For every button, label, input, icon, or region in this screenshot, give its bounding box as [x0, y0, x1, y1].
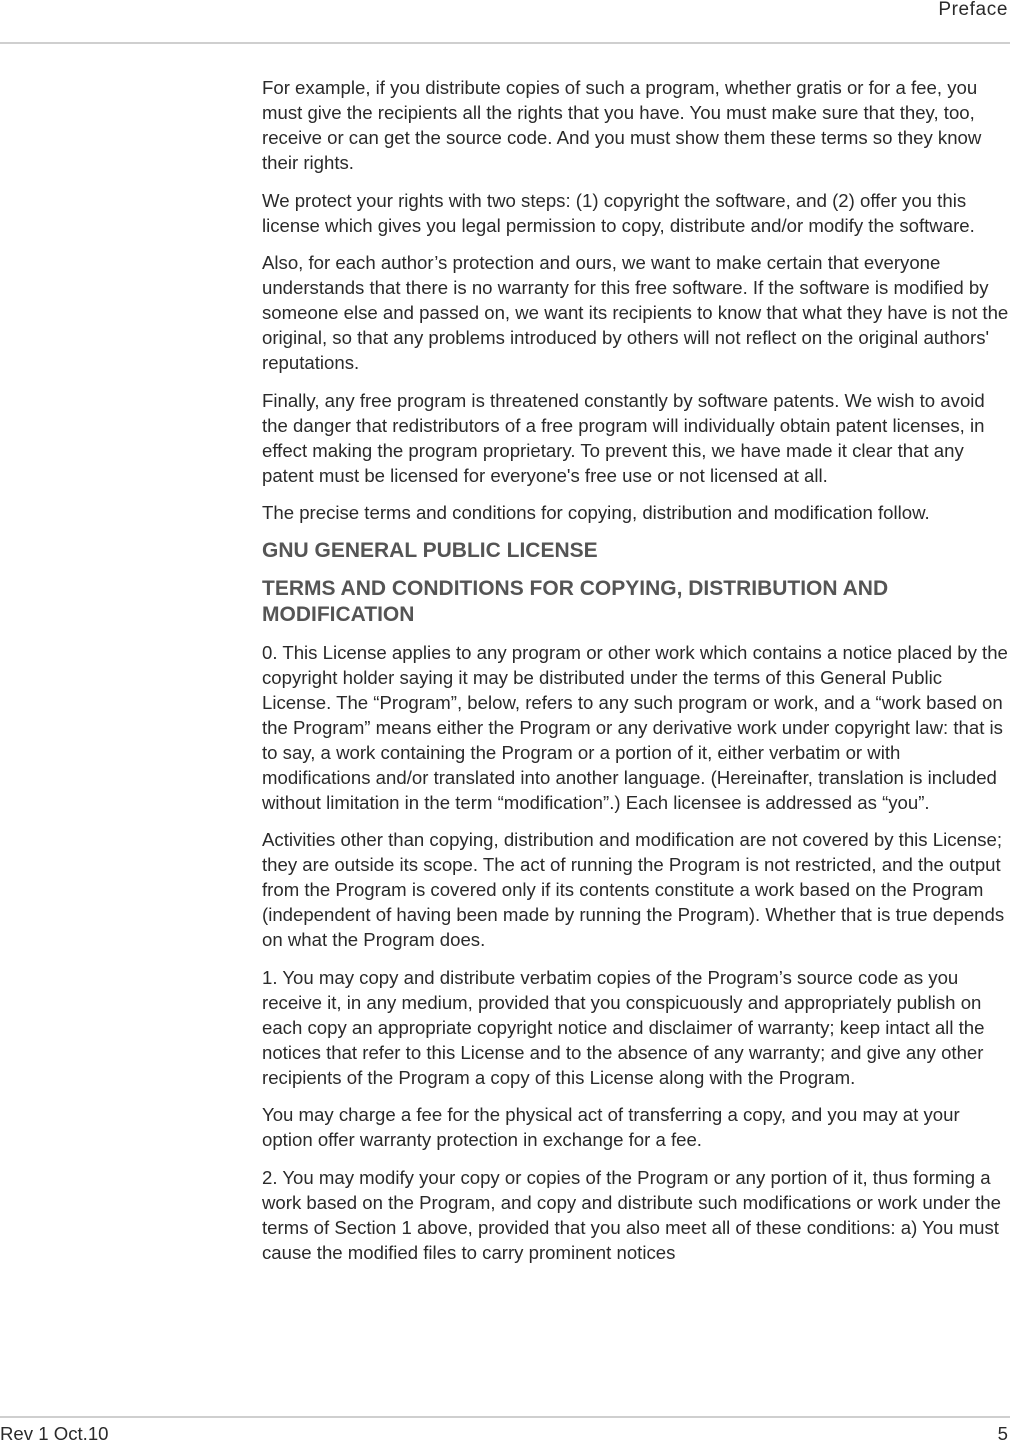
- paragraph-protection-steps: We protect your rights with two steps: (1) copyright the software, and (2) offer you this license which gives you legal permission to copy, distribute and/or modify the software.: [262, 189, 975, 236]
- heading-gnu-gpl: GNU GENERAL PUBLIC LICENSE: [262, 538, 598, 562]
- paragraph-section-0: 0. This License applies to any program or other work which contains a notice placed by the copyright holder saying it may be distributed under the terms of this General Public License. The “Program”, below, refers to any such program or work, and a “work based on the Program” means either the Program or any derivative work under copyright law: that is to say, a work containing the Program or a portion of it, either verbatim or with modifications and/or translated into another language. (Hereinafter, translation is included without limitation in the term “modification”.) Each licensee is addressed as “you”.: [262, 641, 1008, 813]
- paragraph-software-patents: Finally, any free program is threatened constantly by software patents. We wish to avoid the danger that redistributors of a free program will individually obtain patent licenses, in effect making the program proprietary. To prevent this, we have made it clear that any patent must be licensed for everyone's free use or not licensed at all.: [262, 389, 985, 486]
- footer-page-number: 5: [997, 1423, 1008, 1444]
- heading-terms-conditions: TERMS AND CONDITIONS FOR COPYING, DISTRIBUTION AND MODIFICATION: [262, 576, 889, 626]
- footer-divider: [0, 1416, 1010, 1418]
- paragraph-section-1: 1. You may copy and distribute verbatim copies of the Program’s source code as you receive it, in any medium, provided that you conspicuously and appropriately publish on each copy an appropriate copyright notice and disclaimer of warranty; keep intact all the notices that refer to this License and to the absence of any warranty; and give any other recipients of the Program a copy of this License along with the Program.: [262, 966, 985, 1088]
- document-body: [262, 75, 1010, 1277]
- paragraph-no-warranty: Also, for each author’s protection and ours, we want to make certain that everyone understands that there is no warranty for this free software. If the software is modified by someone else and passed on, we want its recipients to know that what they have is not the original, so that any problems introduced by others will not reflect on the original authors' reputations.: [262, 252, 1009, 373]
- paragraph-fee: You may charge a fee for the physical act of transferring a copy, and you may at your option offer warranty protection in exchange for a fee.: [262, 1104, 960, 1150]
- paragraph-section-2: 2. You may modify your copy or copies of the Program or any portion of it, thus forming a work based on the Program, and copy and distribute such modifications or work under the terms of Section 1 above, provided that you also meet all of these conditions: a) You must cause the modified files to carry prominent notices: [262, 1166, 1001, 1263]
- running-header-title: Preface: [938, 0, 1008, 20]
- paragraph-terms-follow: The precise terms and conditions for copying, distribution and modification follow.: [262, 502, 930, 523]
- header-divider: [0, 42, 1010, 44]
- paragraph-distribution-rights: For example, if you distribute copies of such a program, whether gratis or for a fee, you must give the recipients all the rights that you have. You must make sure that they, too, receive or can get the source code. And you must show them these terms so they know their rights.: [262, 77, 982, 173]
- footer-revision: Rev 1 Oct.10: [0, 1423, 109, 1444]
- paragraph-activities-scope: Activities other than copying, distribution and modification are not covered by this License; they are outside its scope. The act of running the Program is not restricted, and the output from the Program is covered only if its contents constitute a work based on the Program (independent of having been made by running the Program). Whether that is true depends on what the Program does.: [262, 829, 1005, 950]
